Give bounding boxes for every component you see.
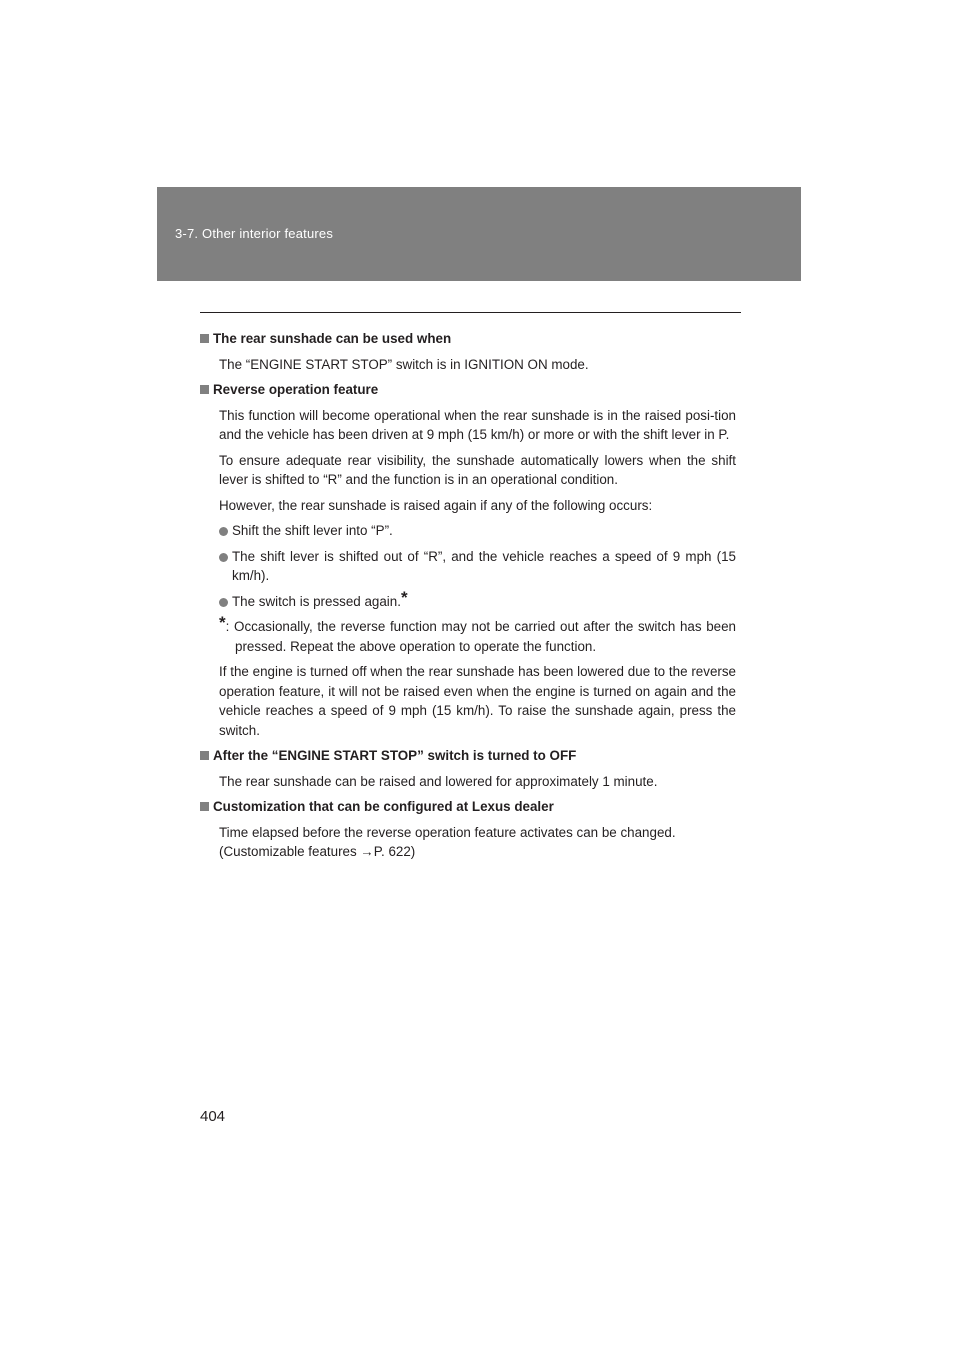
list-item-text: The shift lever is shifted out of “R”, and the vehicle reaches a speed of 9 mph (15 km/h). — [232, 548, 736, 583]
list-item — [219, 547, 736, 586]
heading-text: After the “ENGINE START STOP” switch is turned to OFF — [213, 748, 577, 763]
paragraph: Time elapsed before the reverse operation feature activates can be changed. — [219, 824, 676, 840]
paragraph: The “ENGINE START STOP” switch is in IGNITION ON mode. — [219, 356, 589, 372]
heading-text: Customization that can be configured at Lexus dealer — [213, 799, 554, 814]
list-item-text: Shift the shift lever into “P”. — [232, 523, 393, 538]
square-bullet-icon — [200, 334, 209, 343]
square-bullet-icon — [200, 751, 209, 760]
footnote-text: : Occasionally, the reverse function may not be carried out after the switch has been pressed. Repeat the above operation to operate the function. — [225, 619, 736, 654]
paragraph: This function will become operational when the rear sunshade is in the raised posi-tion and the vehicle has been driven at 9 mph (15 km/h) or more or with the shift lever in P. — [219, 407, 736, 442]
cross-reference: (Customizable features →P. 622) — [219, 844, 416, 859]
footnote — [219, 613, 736, 656]
page-content — [200, 329, 736, 868]
divider-rule — [200, 312, 741, 313]
section-header-band — [157, 187, 801, 281]
paragraph: To ensure adequate rear visibility, the sunshade automatically lowers when the shift lever is shifted to “R” and the function is in an operational condition. — [219, 452, 736, 487]
round-bullet-icon — [219, 598, 228, 607]
list-item — [219, 587, 736, 612]
heading-after-off — [200, 746, 736, 766]
round-bullet-icon — [219, 553, 228, 562]
heading-text: Reverse operation feature — [213, 382, 379, 397]
square-bullet-icon — [200, 385, 209, 394]
square-bullet-icon — [200, 802, 209, 811]
heading-reverse-operation — [200, 380, 736, 400]
paragraph: If the engine is turned off when the rear sunshade has been lowered due to the reverse operation feature, it will not be raised even when the engine is turned on again and the vehicle reaches a speed of 9 mph (15 km/h). To raise the sunshade again, press the switch. — [219, 664, 736, 738]
section-title: 3-7. Other interior features — [175, 226, 334, 241]
footnote-marker: * — [219, 613, 226, 632]
paragraph: The rear sunshade can be raised and lowered for approximately 1 minute. — [219, 773, 658, 789]
heading-usage-condition — [200, 329, 736, 349]
footnote-asterisk: * — [400, 587, 408, 607]
page-number: 404 — [200, 1108, 226, 1125]
heading-customization — [200, 797, 736, 817]
heading-text: The rear sunshade can be used when — [213, 331, 452, 346]
list-item — [219, 521, 736, 541]
paragraph: However, the rear sunshade is raised again if any of the following occurs: — [219, 497, 653, 513]
round-bullet-icon — [219, 527, 228, 536]
list-item-text: The switch is pressed again. — [232, 593, 401, 609]
